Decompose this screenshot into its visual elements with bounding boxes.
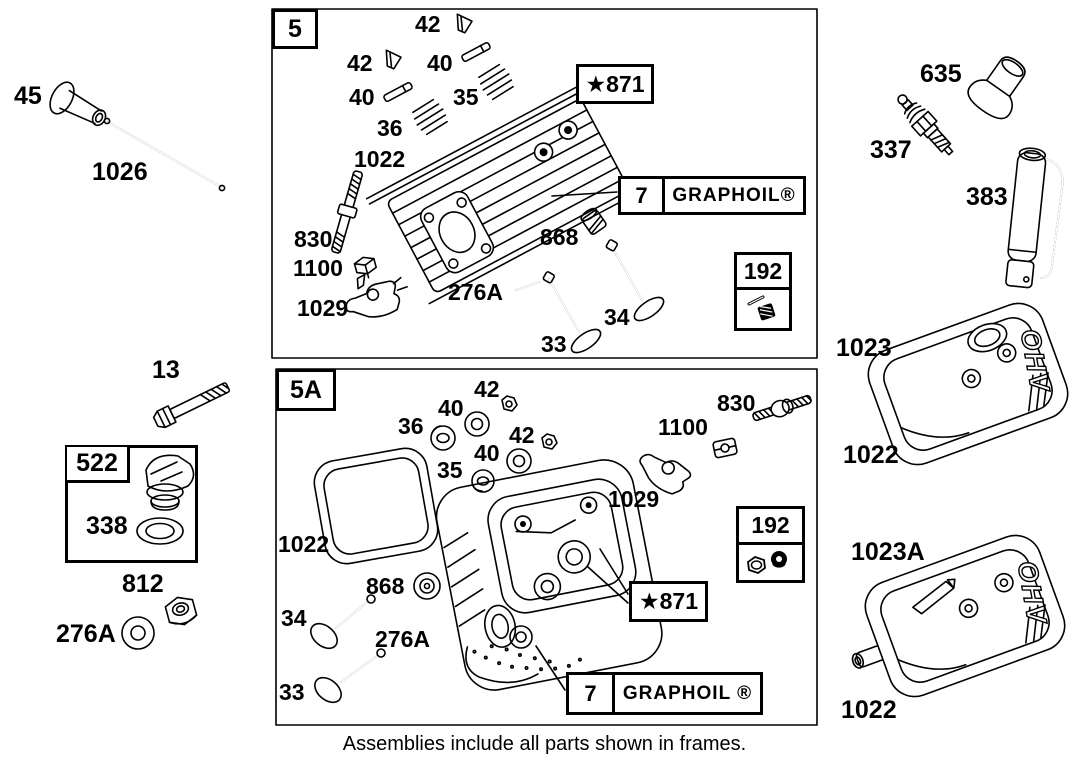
part-label-1022: 1022 — [278, 531, 330, 557]
star-871-box: ★871 — [576, 64, 654, 104]
part-label-1023a: 1023A — [851, 538, 925, 566]
spark-plug-boot-635-drawing — [963, 48, 1037, 125]
graphoil-brand: GRAPHOIL® — [672, 184, 796, 206]
graphoil-item-number: 7 — [569, 675, 615, 712]
ohv-emblem: OHV — [1014, 326, 1056, 396]
ohv-emblem: OHV — [1011, 558, 1053, 628]
caption: Assemblies include all parts shown in frames. — [342, 733, 747, 755]
graphoil-leader-line — [552, 192, 617, 196]
part-label-36: 36 — [398, 413, 424, 439]
kit-192-parts-art — [739, 545, 802, 578]
part-label-1026: 1026 — [92, 158, 148, 186]
cover-gasket-1022-drawing — [311, 445, 441, 567]
frame-5-tag: 5 — [272, 9, 318, 49]
valve-34-drawing — [306, 595, 375, 653]
graphoil-box — [566, 672, 763, 715]
graphoil-box — [618, 176, 806, 215]
part-label-1100: 1100 — [293, 255, 343, 281]
keeper-42-icon — [453, 14, 473, 34]
part-label-13: 13 — [152, 356, 180, 384]
part-label-42: 42 — [474, 376, 500, 402]
part-label-812: 812 — [122, 570, 164, 598]
part-label-33: 33 — [279, 679, 305, 705]
part-label-34: 34 — [604, 304, 630, 330]
keeper-42-icon — [542, 434, 557, 449]
part-label-33: 33 — [541, 331, 567, 357]
part-label-1022: 1022 — [354, 146, 406, 172]
frame-5a-tag: 5A — [276, 369, 336, 411]
part-label-40: 40 — [438, 395, 464, 421]
part-label-42: 42 — [415, 11, 441, 37]
kit-192-box — [736, 506, 805, 583]
part-label-35: 35 — [437, 457, 463, 483]
part-label-830: 830 — [717, 390, 756, 416]
graphoil-item-number: 7 — [621, 179, 665, 212]
rocker-stud-830-drawing — [751, 391, 813, 425]
tappet-45-drawing — [45, 78, 112, 135]
part-label-40: 40 — [427, 50, 453, 76]
valve-spring-36-icon — [410, 98, 449, 136]
part-label-1100: 1100 — [658, 414, 708, 440]
part-label-276a: 276A — [375, 626, 430, 652]
part-label-383: 383 — [966, 183, 1008, 211]
pin-and-spring-icon — [741, 292, 785, 324]
retainer-40-icon — [461, 42, 491, 62]
valve-spring-35-icon — [476, 63, 515, 101]
part-label-42: 42 — [509, 422, 535, 448]
valve-33-drawing — [310, 649, 385, 707]
washer-276a-left-drawing — [122, 617, 154, 649]
part-label-1022: 1022 — [843, 441, 899, 469]
part-label-830: 830 — [294, 226, 333, 252]
part-label-40: 40 — [349, 84, 375, 110]
breather-tube-383-drawing — [1005, 147, 1066, 290]
kit-522-number: 522 — [67, 447, 130, 483]
kit-192-number: 192 — [739, 509, 802, 545]
part-label-35: 35 — [453, 84, 479, 110]
part-label-868: 868 — [540, 224, 579, 250]
retainer-40-icon — [507, 449, 531, 473]
kit-192-box — [734, 252, 792, 331]
part-label-338: 338 — [86, 512, 128, 540]
valve-seal-868-drawing — [414, 573, 440, 599]
part-label-1029: 1029 — [608, 486, 660, 512]
rocker-stud-830-drawing — [327, 169, 367, 255]
retainer-40-icon — [383, 82, 413, 102]
part-label-40: 40 — [474, 440, 500, 466]
keeper-42-icon — [382, 50, 402, 70]
pin-276a-drawing — [516, 282, 539, 290]
part-label-34: 34 — [281, 605, 307, 631]
seal-36-icon — [431, 426, 455, 450]
rocker-arm-1029-drawing — [343, 277, 411, 321]
part-label-868: 868 — [366, 573, 405, 599]
kit-192-parts-art — [737, 290, 789, 326]
part-label-1029: 1029 — [297, 295, 349, 321]
bolt-13-drawing — [152, 379, 232, 430]
part-label-42: 42 — [347, 50, 373, 76]
part-label-635: 635 — [920, 60, 962, 88]
retainer-40-icon — [465, 412, 489, 436]
part-label-36: 36 — [377, 115, 403, 141]
part-label-1022: 1022 — [841, 696, 897, 724]
part-label-337: 337 — [870, 136, 912, 164]
kit-522-box — [65, 445, 198, 563]
part-label-1023: 1023 — [836, 334, 892, 362]
part-label-276a: 276A — [448, 279, 503, 305]
keeper-42-icon — [502, 396, 517, 411]
kit-192-number: 192 — [737, 255, 789, 290]
nut-812-drawing — [164, 594, 198, 628]
guide-plate-1100-drawing — [713, 438, 738, 458]
nuts-icon — [743, 547, 799, 577]
star-871-box: ★871 — [629, 581, 708, 622]
part-label-45: 45 — [14, 82, 42, 110]
part-label-276a: 276A — [56, 620, 116, 648]
graphoil-brand: GRAPHOIL ® — [622, 682, 753, 704]
